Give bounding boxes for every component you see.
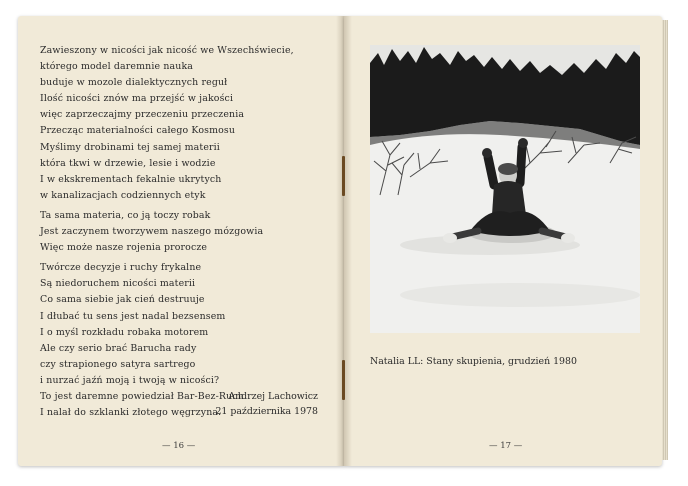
photo-illustration: [370, 45, 640, 333]
poem: [40, 43, 330, 421]
snow-photograph: [370, 45, 640, 333]
poem-line: I dłubać tu sens jest nadal bezsensem: [40, 310, 226, 322]
page-number-right: — 17 —: [489, 441, 523, 451]
author-name: Andrzej Lachowicz: [228, 391, 318, 402]
poem-line: Myślimy drobinami tej samej materii: [40, 141, 220, 153]
poem-line: Jest zaczynem tworzywem naszego mózgowia: [40, 226, 264, 238]
poem-line: Ilość nicości znów ma przejść w jakości: [40, 93, 234, 105]
poem-line: Ta sama materia, co ją toczy robak: [40, 209, 211, 221]
photo-caption: Natalia LL: Stany skupienia, grudzień 1980: [370, 356, 577, 367]
poem-line: Zawieszony w nicości jak nicość we Wszechświecie,: [40, 45, 294, 56]
poem-line: czy strapionego satyra sartrego: [40, 358, 196, 370]
poem-line: To jest daremne powiedział Bar-Bez-Ruch: [40, 390, 244, 402]
poem-line: w kanalizacjach codziennych etyk: [40, 189, 206, 201]
signature: [186, 390, 318, 419]
poem-line: Twórcze decyzje i ruchy frykalne: [40, 262, 202, 274]
page-edges: [662, 20, 668, 460]
poem-line: którego model daremnie nauka: [40, 61, 194, 73]
staple-top: [342, 156, 345, 196]
poem-line: i nurzać jaźń moją i twoją w nicości?: [40, 374, 220, 386]
right-page: [344, 16, 662, 466]
poem-date: 21 października 1978: [215, 405, 318, 417]
page-number-left: — 16 —: [162, 441, 196, 451]
staple-bottom: [342, 360, 345, 400]
poem-line: więc zaprzeczajmy przeczeniu przeczenia: [40, 109, 245, 121]
poem-line: I w ekskrementach fekalnie ukrytych: [40, 173, 222, 185]
left-page: [18, 16, 344, 466]
poem-line: I o myśl rozkładu robaka motorem: [40, 326, 209, 338]
poem-line: Co sama siebie jak cień destruuje: [40, 294, 205, 306]
poem-line: Przecząc materialności całego Kosmosu: [40, 125, 236, 137]
poem-line: Ale czy serio brać Barucha rady: [40, 342, 197, 354]
poem-line: I nalał do szklanki złotego węgrzyna.: [40, 407, 222, 419]
booklet: [18, 16, 668, 466]
poem-line: Są niedoruchem nicości materii: [40, 278, 196, 290]
poem-line: która tkwi w drzewie, lesie i wodzie: [40, 157, 216, 169]
poem-line: Więc może nasze rojenia prorocze: [40, 242, 208, 254]
poem-line: buduje w mozole dialektycznych reguł: [40, 77, 228, 89]
